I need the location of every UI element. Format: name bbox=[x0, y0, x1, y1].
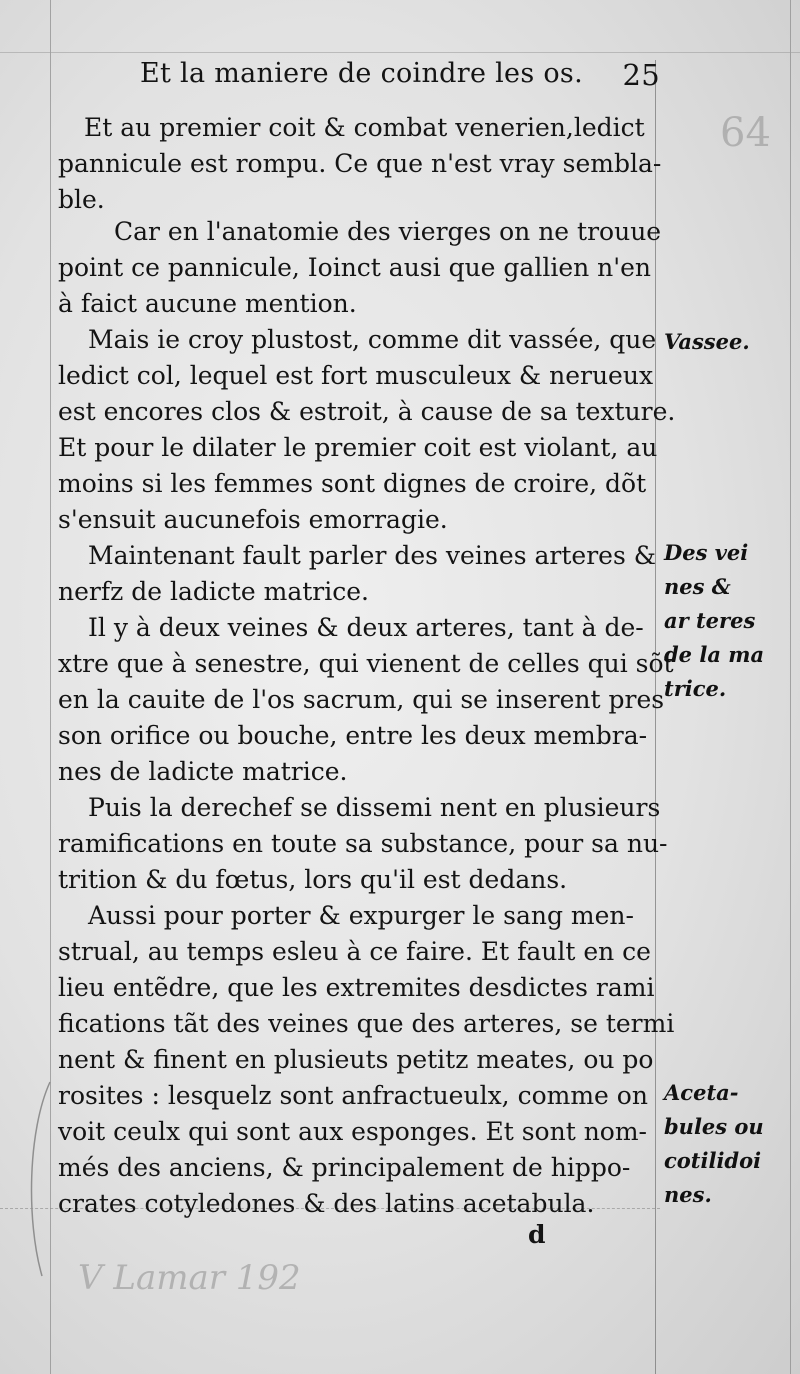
margin-note-line: de la ma bbox=[664, 642, 765, 667]
signature-mark: d bbox=[528, 1220, 546, 1249]
right-guide-line bbox=[790, 0, 791, 1374]
text-line: moins si les femmes sont dignes de croire, dõt bbox=[58, 469, 647, 498]
margin-note-line: Vassee. bbox=[664, 329, 750, 354]
text-line: nent & finent en plusieuts petitz meates, ou po bbox=[58, 1045, 654, 1074]
margin-note-vassee bbox=[664, 325, 750, 359]
text-line: ble. bbox=[58, 185, 105, 214]
text-line: nerfz de ladicte matrice. bbox=[58, 577, 369, 606]
text-line: trition & du fœtus, lors qu'il est dedans. bbox=[58, 865, 568, 894]
margin-note-line: Aceta- bbox=[664, 1080, 739, 1105]
text-line: Mais ie croy plustost, comme dit vassée, que bbox=[88, 325, 657, 354]
text-line: pannicule est rompu. Ce que n'est vray sembla- bbox=[58, 149, 662, 178]
text-line: point ce pannicule, Ioinct ausi que gallien n'en bbox=[58, 253, 652, 282]
margin-note-line: ar teres bbox=[664, 608, 756, 633]
page-number: 25 bbox=[622, 58, 660, 92]
running-title: Et la maniere de coindre les os. bbox=[140, 58, 583, 89]
text-line: Et pour le dilater le premier coit est violant, au bbox=[58, 433, 658, 462]
margin-note-line: bules ou bbox=[664, 1114, 764, 1139]
margin-note-acetabules bbox=[664, 1076, 764, 1212]
handwritten-shelfmark: V Lamar 192 bbox=[78, 1258, 301, 1298]
text-line: strual, au temps esleu à ce faire. Et fault en ce bbox=[58, 937, 651, 966]
text-line: Car en l'anatomie des vierges on ne trouue bbox=[114, 217, 662, 246]
text-line: lieu entẽdre, que les extremites desdictes rami bbox=[58, 973, 655, 1002]
text-line: xtre que à senestre, qui vienent de celles qui sõt bbox=[58, 649, 674, 678]
text-line: s'ensuit aucunefois emorragie. bbox=[58, 505, 448, 534]
text-line: son orifice ou bouche, entre les deux membra- bbox=[58, 721, 648, 750]
text-line: Aussi pour porter & expurger le sang men- bbox=[88, 901, 634, 930]
text-line: Et au premier coit & combat venerien,ledict bbox=[84, 113, 645, 142]
margin-note-veines-arteres bbox=[664, 536, 764, 706]
text-line: Maintenant fault parler des veines arteres & bbox=[88, 541, 656, 570]
running-head bbox=[140, 58, 660, 98]
text-line: est encores clos & estroit, à cause de sa texture. bbox=[58, 397, 676, 426]
text-line: à faict aucune mention. bbox=[58, 289, 357, 318]
text-line: Puis la derechef se dissemi nent en plusieurs bbox=[88, 793, 661, 822]
text-line: voit ceulx qui sont aux esponges. Et sont nom- bbox=[58, 1117, 648, 1146]
margin-note-line: nes & bbox=[664, 574, 731, 599]
margin-note-line: Des vei bbox=[664, 540, 749, 565]
text-line: nes de ladicte matrice. bbox=[58, 757, 348, 786]
text-line: en la cauite de l'os sacrum, qui se inserent pres bbox=[58, 685, 665, 714]
margin-note-line: nes. bbox=[664, 1182, 712, 1207]
pencil-bracket-icon bbox=[20, 1080, 60, 1280]
text-line: ramifications en toute sa substance, pour sa nu- bbox=[58, 829, 668, 858]
handwritten-folio-number: 64 bbox=[720, 110, 771, 156]
margin-note-line: cotilidoi bbox=[664, 1148, 762, 1173]
text-line: fications tãt des veines que des arteres, se termi bbox=[58, 1009, 675, 1038]
text-line: més des anciens, & principalement de hippo- bbox=[58, 1153, 631, 1182]
header-guide-line bbox=[0, 52, 800, 53]
text-line: rosites : lesquelz sont anfractueulx, comme on bbox=[58, 1081, 648, 1110]
text-line: crates cotyledones & des latins acetabula. bbox=[58, 1189, 595, 1218]
text-line: Il y à deux veines & deux arteres, tant à de- bbox=[88, 613, 644, 642]
margin-note-line: trice. bbox=[664, 676, 727, 701]
text-line: ledict col, lequel est fort musculeux & nerueux bbox=[58, 361, 654, 390]
